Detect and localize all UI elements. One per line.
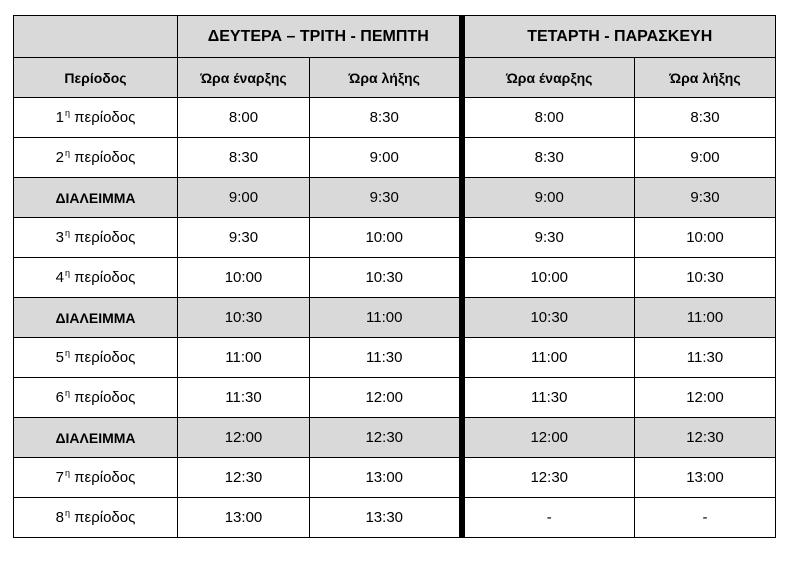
schedule-table [13,15,776,538]
period-word: περίοδος [70,469,136,486]
end-time-cell-1: 9:00 [310,138,462,178]
col-header-start-2: Ώρα έναρξης [462,58,635,98]
start-time-cell-1: 11:30 [178,378,310,418]
period-label-cell [14,218,178,258]
period-ordinal-suffix: η [64,228,70,238]
table-row [14,498,776,538]
col-header-end-2: Ώρα λήξης [635,58,776,98]
end-time-cell-1: 9:30 [310,178,462,218]
start-time-cell-2: 12:30 [462,458,635,498]
period-label-cell [14,498,178,538]
period-number: 6 [55,389,64,406]
col-header-period: Περίοδος [14,58,178,98]
start-time-cell-1: 12:30 [178,458,310,498]
group-header-mon-tue-thu: ΔΕΥΤΕΡΑ – ΤΡΙΤΗ - ΠΕΜΠΤΗ [178,16,462,58]
period-number: 7 [55,469,64,486]
period-number: 2 [55,149,64,166]
column-header-row [14,58,776,98]
start-time-cell-2: 8:00 [462,98,635,138]
period-ordinal-suffix: η [64,348,70,358]
period-label-cell [14,138,178,178]
table-row [14,218,776,258]
period-ordinal-suffix: η [64,108,70,118]
period-label-cell [14,458,178,498]
period-number: 3 [55,229,64,246]
end-time-cell-2: 12:30 [635,418,776,458]
period-label-cell [14,378,178,418]
table-row [14,378,776,418]
end-time-cell-2: 13:00 [635,458,776,498]
start-time-cell-1: 13:00 [178,498,310,538]
start-time-cell-2: 9:30 [462,218,635,258]
start-time-cell-2: 8:30 [462,138,635,178]
break-label-cell: ΔΙΑΛΕΙΜΜΑ [14,418,178,458]
period-label-cell [14,338,178,378]
corner-cell [14,16,178,58]
end-time-cell-1: 13:00 [310,458,462,498]
table-row [14,458,776,498]
period-word: περίοδος [70,349,136,366]
end-time-cell-1: 12:00 [310,378,462,418]
period-number: 4 [55,269,64,286]
col-header-start-1: Ώρα έναρξης [178,58,310,98]
period-word: περίοδος [70,229,136,246]
period-ordinal-suffix: η [64,388,70,398]
end-time-cell-1: 10:00 [310,218,462,258]
end-time-cell-2: 9:30 [635,178,776,218]
period-number: 8 [55,509,64,526]
start-time-cell-2: - [462,498,635,538]
group-header-row [14,16,776,58]
start-time-cell-1: 10:00 [178,258,310,298]
end-time-cell-1: 11:00 [310,298,462,338]
period-label-cell [14,258,178,298]
period-number: 5 [55,349,64,366]
break-label-cell: ΔΙΑΛΕΙΜΜΑ [14,298,178,338]
end-time-cell-1: 8:30 [310,98,462,138]
period-ordinal-suffix: η [64,148,70,158]
period-number: 1 [55,109,64,126]
start-time-cell-2: 10:30 [462,298,635,338]
end-time-cell-2: 10:30 [635,258,776,298]
start-time-cell-2: 11:30 [462,378,635,418]
table-row [14,258,776,298]
end-time-cell-2: 10:00 [635,218,776,258]
break-row [14,298,776,338]
period-word: περίοδος [70,509,136,526]
table-row [14,98,776,138]
period-ordinal-suffix: η [64,468,70,478]
end-time-cell-1: 10:30 [310,258,462,298]
start-time-cell-2: 12:00 [462,418,635,458]
end-time-cell-2: 9:00 [635,138,776,178]
start-time-cell-1: 9:00 [178,178,310,218]
start-time-cell-1: 9:30 [178,218,310,258]
end-time-cell-2: 12:00 [635,378,776,418]
end-time-cell-1: 13:30 [310,498,462,538]
table-row [14,338,776,378]
period-label-cell [14,98,178,138]
period-word: περίοδος [70,109,136,126]
table-row [14,138,776,178]
start-time-cell-1: 12:00 [178,418,310,458]
break-row [14,178,776,218]
start-time-cell-1: 10:30 [178,298,310,338]
start-time-cell-1: 11:00 [178,338,310,378]
break-label-cell: ΔΙΑΛΕΙΜΜΑ [14,178,178,218]
end-time-cell-2: 11:30 [635,338,776,378]
period-word: περίοδος [70,389,136,406]
end-time-cell-2: 8:30 [635,98,776,138]
end-time-cell-1: 11:30 [310,338,462,378]
period-ordinal-suffix: η [64,508,70,518]
start-time-cell-2: 11:00 [462,338,635,378]
period-word: περίοδος [70,269,136,286]
start-time-cell-1: 8:00 [178,98,310,138]
group-header-wed-fri: ΤΕΤΑΡΤΗ - ΠΑΡΑΣΚΕΥΗ [462,16,776,58]
period-ordinal-suffix: η [64,268,70,278]
end-time-cell-2: 11:00 [635,298,776,338]
col-header-end-1: Ώρα λήξης [310,58,462,98]
break-row [14,418,776,458]
end-time-cell-2: - [635,498,776,538]
period-word: περίοδος [70,149,136,166]
end-time-cell-1: 12:30 [310,418,462,458]
start-time-cell-1: 8:30 [178,138,310,178]
start-time-cell-2: 10:00 [462,258,635,298]
start-time-cell-2: 9:00 [462,178,635,218]
